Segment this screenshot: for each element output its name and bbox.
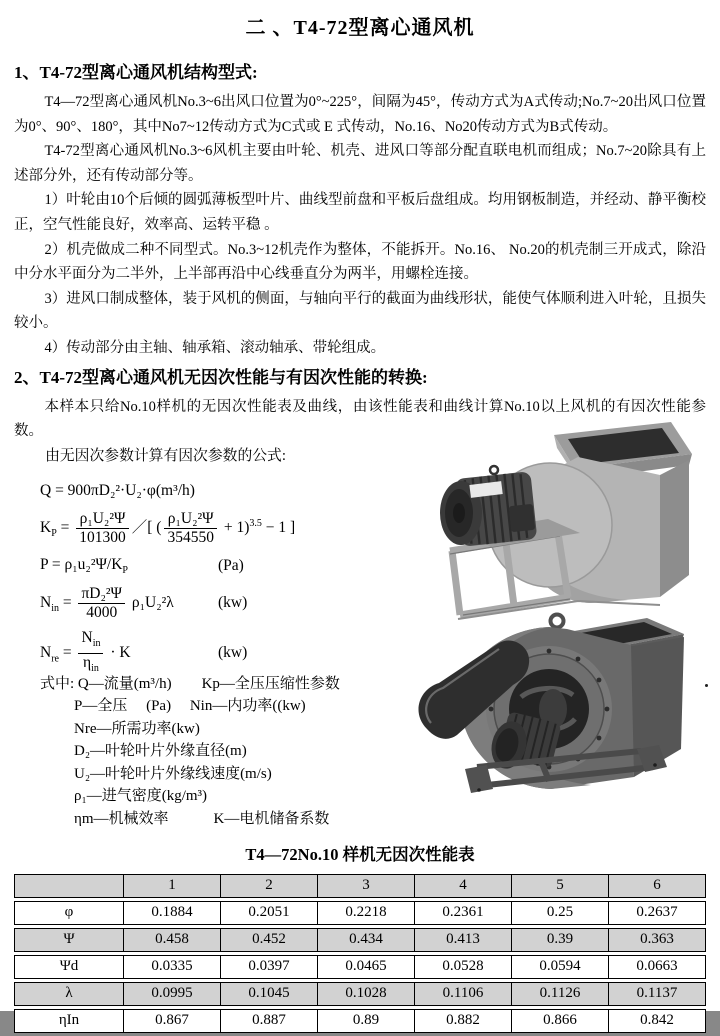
where-label: 式中: <box>40 675 75 692</box>
kp-formula <box>40 510 400 547</box>
table-cell: 0.882 <box>415 1009 512 1033</box>
table-cell: 0.458 <box>124 928 221 952</box>
table-cell: Ψd <box>14 955 124 979</box>
table-cell: 6 <box>609 874 706 898</box>
fan-photo-direct-drive <box>428 413 706 625</box>
table-cell: 0.0594 <box>512 955 609 979</box>
table-row-φ <box>14 901 706 925</box>
table-cell: 0.2051 <box>221 901 318 925</box>
section1-item-2: 2）机壳做成二种不同型式。No.3~12机壳作为整体，不能拆开。No.16、 No.20的机壳制三开成式，除沿中分水平面分为二半外，上半部再沿中心线垂直分为两半，用螺栓连接。 <box>14 241 706 283</box>
section1-paragraph-2: T4-72型离心通风机No.3~6风机主要由叶轮、机壳、进风口等部分配直联电机而组成；No.7~20除具有上述部分外，还有传动部分等。 <box>14 143 706 184</box>
table-cell: 0.363 <box>609 928 706 952</box>
table-title: T4—72No.10 样机无因次性能表 <box>245 844 475 864</box>
table-cell: 0.1106 <box>415 982 512 1006</box>
table-cell: 0.0528 <box>415 955 512 979</box>
formula-unit: (kw) <box>218 644 248 662</box>
formula-lead: 由无因次参数计算有因次参数的公式: <box>45 447 286 464</box>
table-cell: 0.0663 <box>609 955 706 979</box>
formula-expression: $K_P$ = $\frac{\text{ρ₁U₂²Ψ}}{101300}$ ／[ ( $\frac{\text{ρ₁U₂²Ψ}}{354550}$ + 1)$^{3.5}$ − 1 ] <box>40 509 296 546</box>
fraction: $\frac{\text{πD₂²Ψ}}{4000}$ <box>78 585 125 622</box>
table-cell: 3 <box>318 874 415 898</box>
table-cell: 0.452 <box>221 928 318 952</box>
formula-block <box>40 479 440 685</box>
section2-heading: 2、T4-72型离心通风机无因次性能与有因次性能的转换: <box>14 367 428 387</box>
fraction: $\frac{\text{ρ₁U₂²Ψ}}{354550}$ <box>164 510 217 547</box>
table-cell: 0.0335 <box>124 955 221 979</box>
table-row-ηIn <box>14 1009 706 1033</box>
section1-item-1: 1）叶轮由10个后倾的圆弧薄板型叶片、曲线型前盘和平板后盘组成。均用钢板制造，并经动、静平衡校正，空气性能良好，效率高、运转平稳 。 <box>14 192 706 233</box>
nre-formula <box>40 629 400 678</box>
stray-dot <box>705 684 708 687</box>
section1-heading: 1、T4-72型离心通风机结构型式: <box>14 63 258 82</box>
section1-paragraph-1: T4—72型离心通风机No.3~6出风口位置为0°~225°，间隔为45°，传动方式为A式传动;No.7~20出风口位置为0°、90°、180°，其中No7~12传动方式为C式或 E 式传动，No.16、No20传动方式为B式传动。 <box>14 94 706 135</box>
table-cell: λ <box>14 982 124 1006</box>
table-cell: 0.842 <box>609 1009 706 1033</box>
table-cell: 0.1045 <box>221 982 318 1006</box>
table-cell: 0.866 <box>512 1009 609 1033</box>
table-cell: 0.434 <box>318 928 415 952</box>
pressure-formula <box>40 554 400 578</box>
page-title: 二 、T4-72型离心通风机 <box>245 17 475 39</box>
table-cell: 1 <box>124 874 221 898</box>
section2-intro: 本样本只给No.10样机的无因次性能表及曲线，由该性能表和曲线计算No.10以上风机的有因次性能参数。 <box>14 398 706 440</box>
table-cell: 0.2361 <box>415 901 512 925</box>
table-cell: ηIn <box>14 1009 124 1033</box>
table-cell: 5 <box>512 874 609 898</box>
formula-unit: (Pa) <box>218 556 244 574</box>
definition-line: P—全压 (Pa) Nin—内功率((kw) <box>74 698 306 715</box>
formula-expression: P = ρ₁u₂²Ψ/$K_P$ <box>40 555 128 576</box>
table-cell: 0.2218 <box>318 901 415 925</box>
table-cell: 0.1884 <box>124 901 221 925</box>
definition-line <box>40 673 440 696</box>
table-cell: Ψ <box>14 928 124 952</box>
definition-line: U₂—叶轮叶片外缘线速度(m/s) <box>74 765 272 782</box>
table-cell: 0.0995 <box>124 982 221 1006</box>
table-cell: φ <box>14 901 124 925</box>
table-cell: 0.89 <box>318 1009 415 1033</box>
definition-line: ηm—机械效率 K—电机储备系数 <box>74 810 330 827</box>
table-cell: 0.0465 <box>318 955 415 979</box>
formula-expression: $N_{re}$ = $\frac{N_{in}}{\eta_{in}}$ · K <box>40 629 131 678</box>
definition-line: D₂—叶轮叶片外缘直径(m) <box>74 743 247 760</box>
table-row-Ψd <box>14 955 706 979</box>
formula-expression: $N_{in}$ = $\frac{\text{πD₂²Ψ}}{4000}$ ρ₁U₂²λ <box>40 584 174 621</box>
table-cell: 0.25 <box>512 901 609 925</box>
table-cell: 4 <box>415 874 512 898</box>
table-cell: 0.39 <box>512 928 609 952</box>
definition-text: Q—流量(m³/h) Kp—全压压缩性参数 <box>77 675 340 692</box>
table-cell: 0.1028 <box>318 982 415 1006</box>
section1-item-3: 3）进风口制成整体，装于风机的侧面，与轴向平行的截面为曲线形状，能使气体顺利进入叶轮，且损失较小。 <box>14 290 706 332</box>
table-header-row <box>14 874 706 898</box>
performance-table-body <box>14 874 706 1033</box>
table-cell: 0.1137 <box>609 982 706 1006</box>
table-cell: 0.413 <box>415 928 512 952</box>
table-row-λ <box>14 982 706 1006</box>
table-cell: 0.887 <box>221 1009 318 1033</box>
table-cell: 2 <box>221 874 318 898</box>
section1-item-4: 4）传动部分由主轴、轴承箱、滚动轴承、带轮组成。 <box>44 339 386 356</box>
table-cell: 0.867 <box>124 1009 221 1033</box>
fraction: $\frac{N_{in}}{\eta_{in}}$ <box>78 629 103 678</box>
nin-formula <box>40 585 400 622</box>
flow-formula <box>40 479 400 503</box>
table-cell <box>14 874 124 898</box>
performance-table <box>14 871 706 1036</box>
definition-line: Nre—所需功率(kw) <box>74 720 200 737</box>
fan-photo-belt-drive <box>391 609 712 797</box>
fraction: $\frac{\text{ρ₁U₂²Ψ}}{101300}$ <box>76 510 129 547</box>
table-cell: 0.2637 <box>609 901 706 925</box>
table-row-Ψ <box>14 928 706 952</box>
formula-expression: Q = 900πD₂²·U₂·φ(m³/h) <box>40 481 195 499</box>
symbol-definitions <box>40 673 440 831</box>
formula-unit: (kw) <box>218 594 248 612</box>
table-cell: 0.1126 <box>512 982 609 1006</box>
definition-line: ρ₁—进气密度(kg/m³) <box>74 788 208 805</box>
table-cell: 0.0397 <box>221 955 318 979</box>
